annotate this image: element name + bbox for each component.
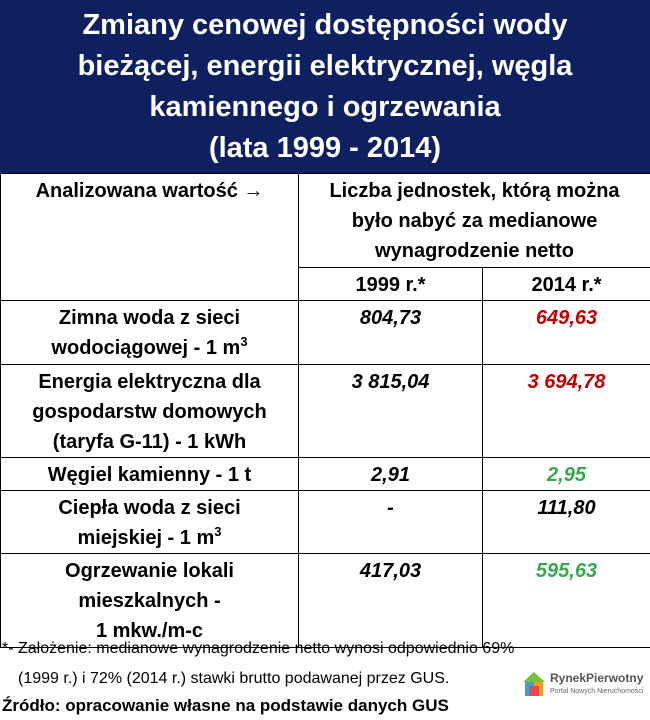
value-1999: 3 815,04 xyxy=(299,365,483,458)
price-availability-table xyxy=(0,173,650,648)
row-label-text: miejskiej - 1 m xyxy=(77,527,215,549)
header-units-line-1: Liczba jednostek, którą można xyxy=(329,180,620,202)
table-row xyxy=(1,554,650,648)
value-1999: - xyxy=(299,491,483,554)
title-line-2: bieżącej, energii elektrycznej, węgla xyxy=(77,50,573,82)
table-row xyxy=(1,458,650,491)
row-label-line: Ciepła woda z sieci xyxy=(58,497,241,519)
table-title xyxy=(0,0,650,173)
value-1999: 2,91 xyxy=(299,458,483,491)
row-label-line: gospodarstw domowych xyxy=(32,401,267,423)
table-row xyxy=(1,365,650,458)
table-row xyxy=(1,491,650,554)
row-label-text: wodociągowej - 1 m xyxy=(51,337,241,359)
header-units-line-3: wynagrodzenie netto xyxy=(375,240,574,262)
logo-house-icon xyxy=(520,668,548,702)
header-year-1999: 1999 r.* xyxy=(299,268,483,301)
row-label xyxy=(1,491,299,554)
logo-name: RynekPierwotny xyxy=(550,671,644,685)
row-label-line: 1 mkw./m-c xyxy=(95,620,204,642)
row-label xyxy=(1,301,299,365)
row-label-line: mieszkalnych - xyxy=(78,590,221,612)
header-year-2014: 2014 r.* xyxy=(483,268,650,301)
footnote-line-2: (1999 r.) i 72% (2014 r.) stawki brutto podawanej przez GUS. xyxy=(18,670,450,687)
header-analyzed-label: Analizowana wartość → xyxy=(35,180,264,202)
value-1999: 417,03 xyxy=(299,554,483,648)
title-line-3: kamiennego i ogrzewania xyxy=(149,91,501,123)
value-2014: 111,80 xyxy=(483,491,650,554)
value-2014: 595,63 xyxy=(483,554,650,648)
value-2014: 3 694,78 xyxy=(483,365,650,458)
header-units-line-2: było nabyć za medianowe xyxy=(351,210,598,232)
source-note: Źródło: opracowanie własne na podstawie danych GUS xyxy=(2,696,449,715)
header-analyzed-value xyxy=(1,174,299,301)
title-line-4: (lata 1999 - 2014) xyxy=(208,132,442,164)
row-label-line xyxy=(5,523,294,553)
row-label xyxy=(1,554,299,648)
row-label xyxy=(1,365,299,458)
unit-superscript: 3 xyxy=(240,334,248,349)
value-1999: 804,73 xyxy=(299,301,483,365)
title-line-1: Zmiany cenowej dostępności wody xyxy=(82,9,568,41)
logo-tagline: Portal Nowych Nieruchomości xyxy=(550,688,644,695)
header-units xyxy=(299,174,650,268)
row-label-line: Energia elektryczna dla xyxy=(38,371,261,393)
unit-superscript: 3 xyxy=(214,524,222,539)
table-row xyxy=(1,301,650,365)
row-label-line: Węgiel kamienny - 1 t xyxy=(47,464,252,486)
footnote-line-1: *- Założenie: medianowe wynagrodzenie netto wynosi odpowiednio 69% xyxy=(2,640,515,657)
row-label xyxy=(1,458,299,491)
row-label-line: Ogrzewanie lokali xyxy=(65,560,234,582)
row-label-line xyxy=(5,333,294,363)
value-2014: 2,95 xyxy=(483,458,650,491)
rynekpierwotny-logo xyxy=(520,668,648,708)
row-label-line: Zimna woda z sieci xyxy=(58,307,241,329)
value-2014: 649,63 xyxy=(483,301,650,365)
row-label-line: (taryfa G-11) - 1 kWh xyxy=(52,431,247,453)
